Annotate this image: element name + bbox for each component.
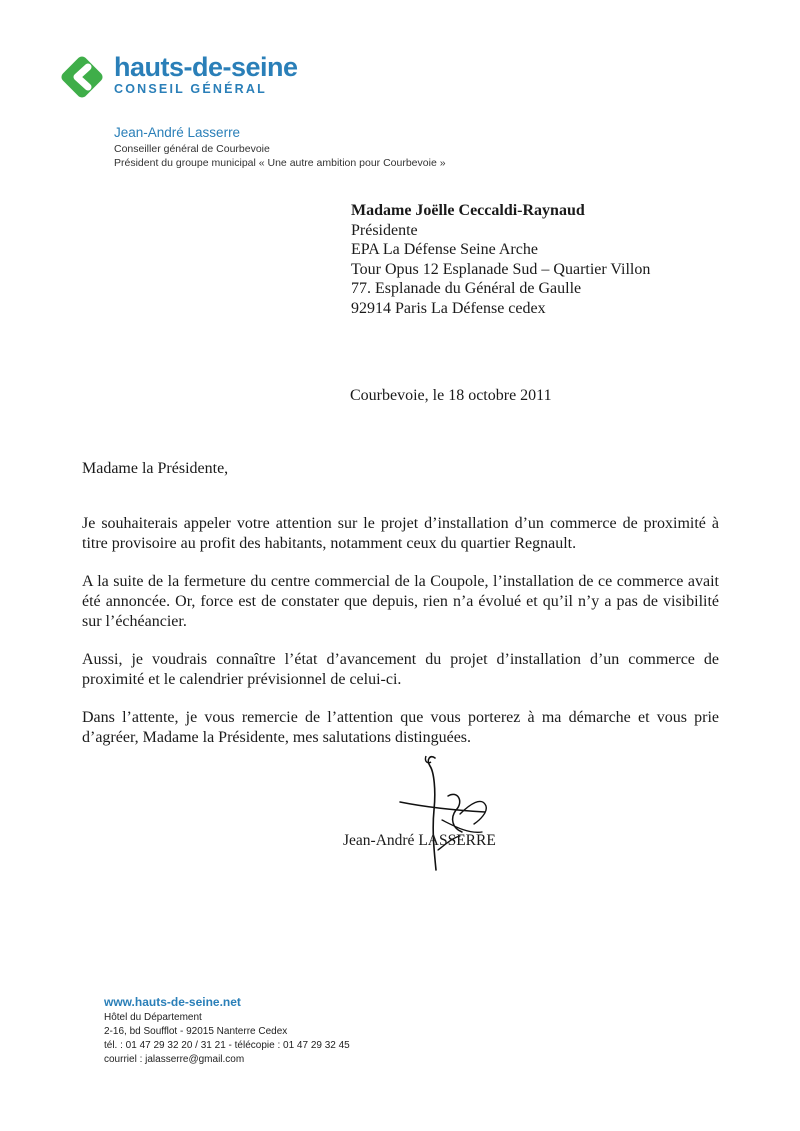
- recipient-postal-line: 92914 Paris La Défense cedex: [351, 299, 546, 317]
- recipient-address-line: 77. Esplanade du Général de Gaulle: [351, 280, 582, 297]
- body-paragraph: Dans l’attente, je vous remercie de l’attention que vous porterez à ma démarche et vous prie d’agréer, Madame la Présidente, mes salutations distinguées.: [82, 709, 719, 746]
- salutation: Madame la Présidente,: [82, 460, 229, 477]
- body-paragraph: Je souhaiterais appeler votre attention sur le projet d’installation d’un commerce de proximité à titre provisoire au profit des habitants, notamment ceux du quartier Regnault.: [82, 515, 719, 552]
- body-paragraph: A la suite de la fermeture du centre commercial de la Coupole, l’installation de ce commerce avait été annoncée. Or, force est de constater que depuis, rien n’a évolué et qu’il n’y a pas de visibilité sur l’échéancier.: [82, 573, 719, 630]
- sender-role: Conseiller général de Courbevoie: [114, 143, 270, 155]
- footer-phone: tél. : 01 47 29 32 20 / 31 21 - télécopie : 01 47 29 32 45: [104, 1040, 350, 1051]
- recipient-organization: EPA La Défense Seine Arche: [351, 241, 538, 258]
- handwritten-signature: [390, 750, 520, 880]
- recipient-address-block: [351, 201, 650, 318]
- footer-email: courriel : jalasserre@gmail.com: [104, 1054, 245, 1065]
- recipient-title: Présidente: [351, 221, 418, 239]
- date-line: Courbevoie, le 18 octobre 2011: [350, 387, 552, 404]
- recipient-name: Madame Joëlle Ceccaldi-Raynaud: [351, 202, 585, 219]
- brand-wordmark: [114, 50, 298, 96]
- sender-group: Président du groupe municipal « Une autre ambition pour Courbevoie »: [114, 157, 446, 169]
- body-paragraph: Aussi, je voudrais connaître l’état d’avancement du projet d’installation d’un commerce de proximité et le calendrier prévisionnel de celui-ci.: [82, 651, 719, 688]
- green-chevron-diamond-icon: [57, 52, 107, 102]
- recipient-address-line: Tour Opus 12 Esplanade Sud – Quartier Villon: [351, 260, 651, 278]
- brand-subtitle: CONSEIL GÉNÉRAL: [114, 82, 267, 96]
- footer: [104, 993, 350, 1067]
- brand-name: hauts-de-seine: [114, 52, 298, 82]
- letter-body: [82, 514, 719, 766]
- footer-address: 2-16, bd Soufflot - 92015 Nanterre Cedex: [104, 1026, 288, 1037]
- website-link[interactable]: www.hauts-de-seine.net: [104, 995, 241, 1009]
- sender-block: [114, 124, 446, 170]
- letterhead-logo: [57, 50, 317, 110]
- signature-name: Jean-André LASSERRE: [343, 832, 496, 849]
- sender-name: Jean-André Lasserre: [114, 125, 241, 140]
- footer-building: Hôtel du Département: [104, 1012, 202, 1023]
